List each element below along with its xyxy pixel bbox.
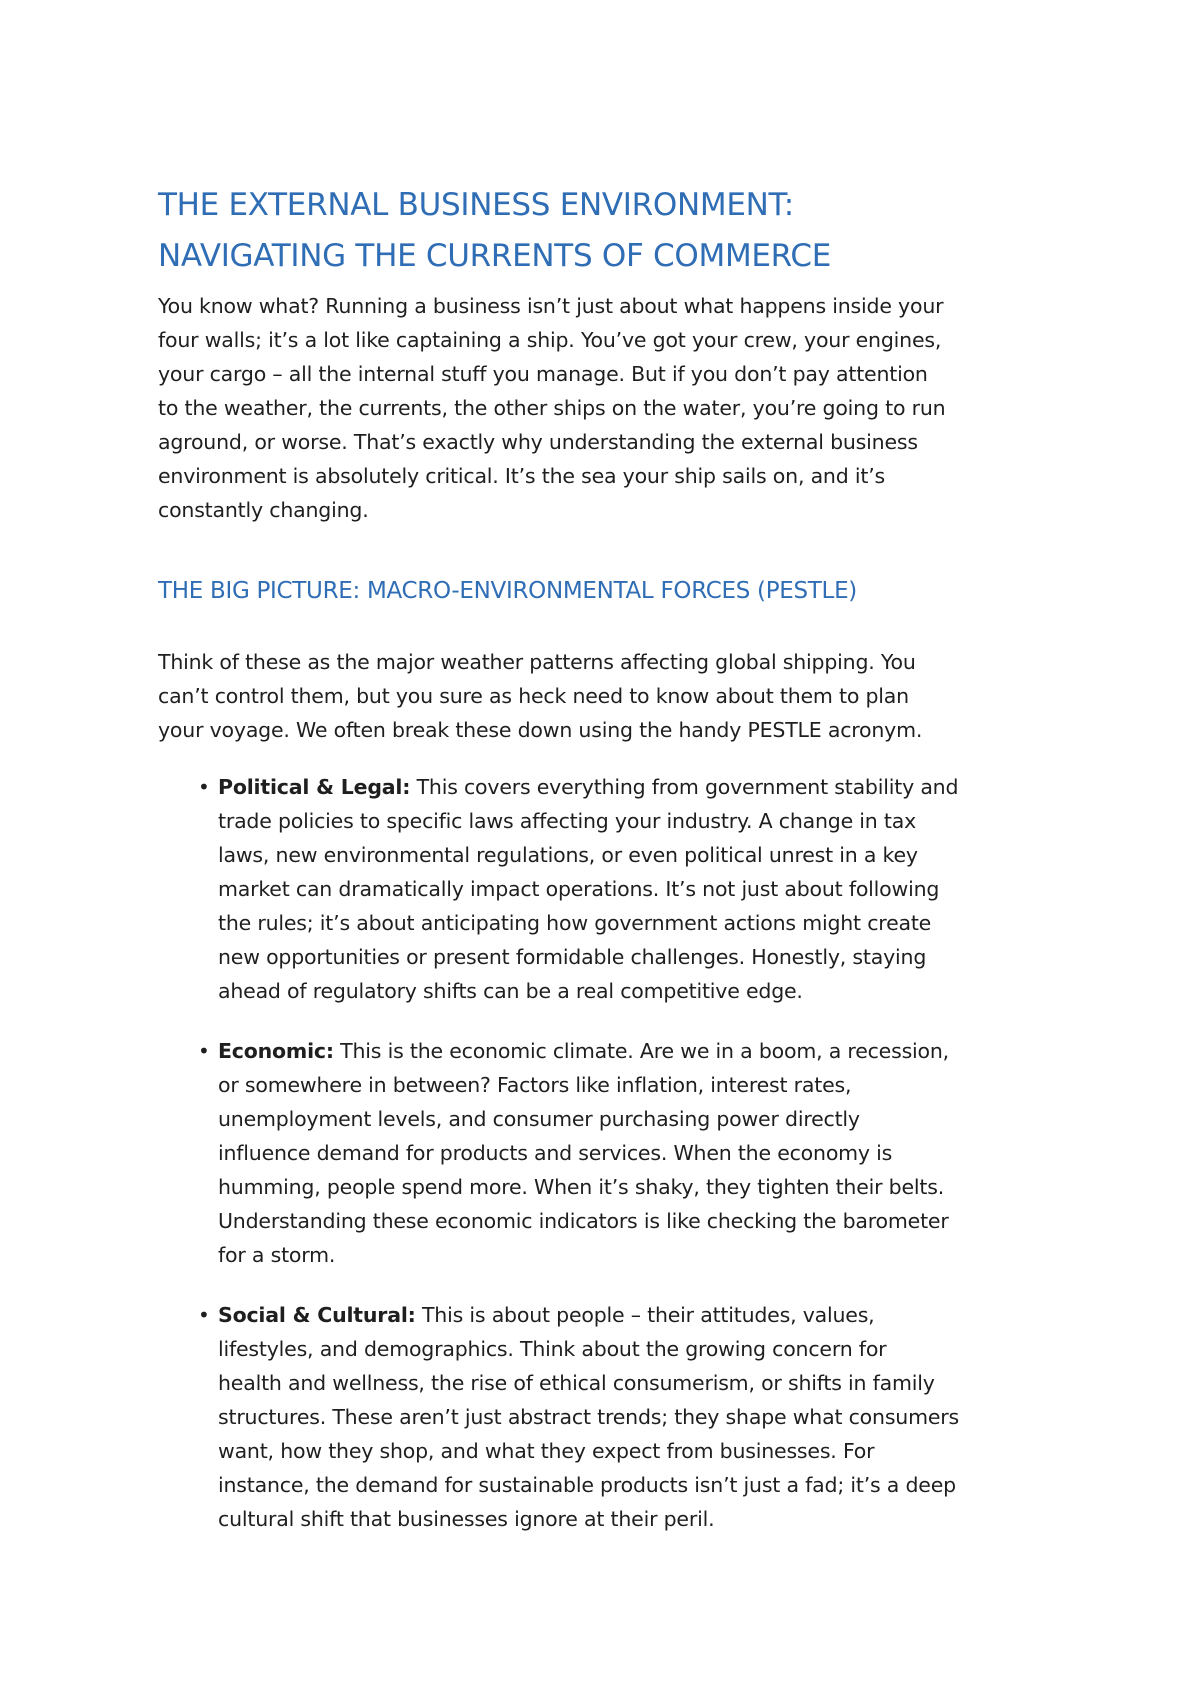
bullet-text xyxy=(218,1298,959,1536)
bullet-icon: • xyxy=(198,1039,210,1063)
bullet-line: Understanding these economic indicators is like checking the barometer xyxy=(218,1209,949,1233)
bullet-line: new opportunities or present formidable challenges. Honestly, staying xyxy=(218,945,927,969)
bullet-line: influence demand for products and services. When the economy is xyxy=(218,1141,893,1165)
intro-line: constantly changing. xyxy=(158,498,369,522)
page-title xyxy=(158,180,831,282)
bullet-line: lifestyles, and demographics. Think about the growing concern for xyxy=(218,1337,887,1361)
bullet-first-line-rest: This is about people – their attitudes, values, xyxy=(415,1303,875,1327)
section-intro-line: can’t control them, but you sure as heck need to know about them to plan xyxy=(158,684,909,708)
intro-line: aground, or worse. That’s exactly why understanding the external business xyxy=(158,430,918,454)
section-heading: THE BIG PICTURE: MACRO-ENVIRONMENTAL FORCES (PESTLE) xyxy=(158,578,857,604)
section-intro-line: your voyage. We often break these down using the handy PESTLE acronym. xyxy=(158,718,923,742)
intro-line: environment is absolutely critical. It’s the sea your ship sails on, and it’s xyxy=(158,464,885,488)
bullet-text xyxy=(218,1034,949,1272)
bullet-term: Political & Legal: xyxy=(218,775,411,799)
page-title-line-2: NAVIGATING THE CURRENTS OF COMMERCE xyxy=(158,238,832,274)
bullet-line: laws, new environmental regulations, or even political unrest in a key xyxy=(218,843,918,867)
bullet-line: or somewhere in between? Factors like inflation, interest rates, xyxy=(218,1073,852,1097)
intro-line: to the weather, the currents, the other ships on the water, you’re going to run xyxy=(158,396,946,420)
bullet-icon: • xyxy=(198,775,210,799)
bullet-line: cultural shift that businesses ignore at their peril. xyxy=(218,1507,715,1531)
bullet-term: Social & Cultural: xyxy=(218,1303,416,1327)
bullet-line: humming, people spend more. When it’s shaky, they tighten their belts. xyxy=(218,1175,945,1199)
bullet-line: health and wellness, the rise of ethical consumerism, or shifts in family xyxy=(218,1371,935,1395)
bullet-line: market can dramatically impact operations. It’s not just about following xyxy=(218,877,940,901)
intro-line: You know what? Running a business isn’t just about what happens inside your xyxy=(158,294,944,318)
bullet-first-line xyxy=(218,1298,959,1332)
bullet-line: trade policies to specific laws affecting your industry. A change in tax xyxy=(218,809,917,833)
bullet-line: unemployment levels, and consumer purchasing power directly xyxy=(218,1107,860,1131)
bullet-text xyxy=(218,770,958,1008)
bullet-line: the rules; it’s about anticipating how government actions might create xyxy=(218,911,932,935)
section-intro-line: Think of these as the major weather patterns affecting global shipping. You xyxy=(158,650,916,674)
bullet-line: instance, the demand for sustainable products isn’t just a fad; it’s a deep xyxy=(218,1473,956,1497)
bullet-line: structures. These aren’t just abstract trends; they shape what consumers xyxy=(218,1405,959,1429)
bullet-term: Economic: xyxy=(218,1039,334,1063)
section-intro-paragraph xyxy=(158,645,922,747)
bullet-first-line-rest: This covers everything from government stability and xyxy=(410,775,959,799)
intro-line: your cargo – all the internal stuff you manage. But if you don’t pay attention xyxy=(158,362,928,386)
bullet-first-line-rest: This is the economic climate. Are we in a boom, a recession, xyxy=(333,1039,949,1063)
page-title-line-1: THE EXTERNAL BUSINESS ENVIRONMENT: xyxy=(158,187,794,223)
bullet-first-line xyxy=(218,770,958,804)
bullet-line: for a storm. xyxy=(218,1243,336,1267)
intro-paragraph xyxy=(158,289,945,527)
bullet-line: want, how they shop, and what they expect from businesses. For xyxy=(218,1439,875,1463)
intro-line: four walls; it’s a lot like captaining a ship. You’ve got your crew, your engines, xyxy=(158,328,942,352)
bullet-first-line xyxy=(218,1034,949,1068)
bullet-icon: • xyxy=(198,1303,210,1327)
bullet-line: ahead of regulatory shifts can be a real competitive edge. xyxy=(218,979,803,1003)
